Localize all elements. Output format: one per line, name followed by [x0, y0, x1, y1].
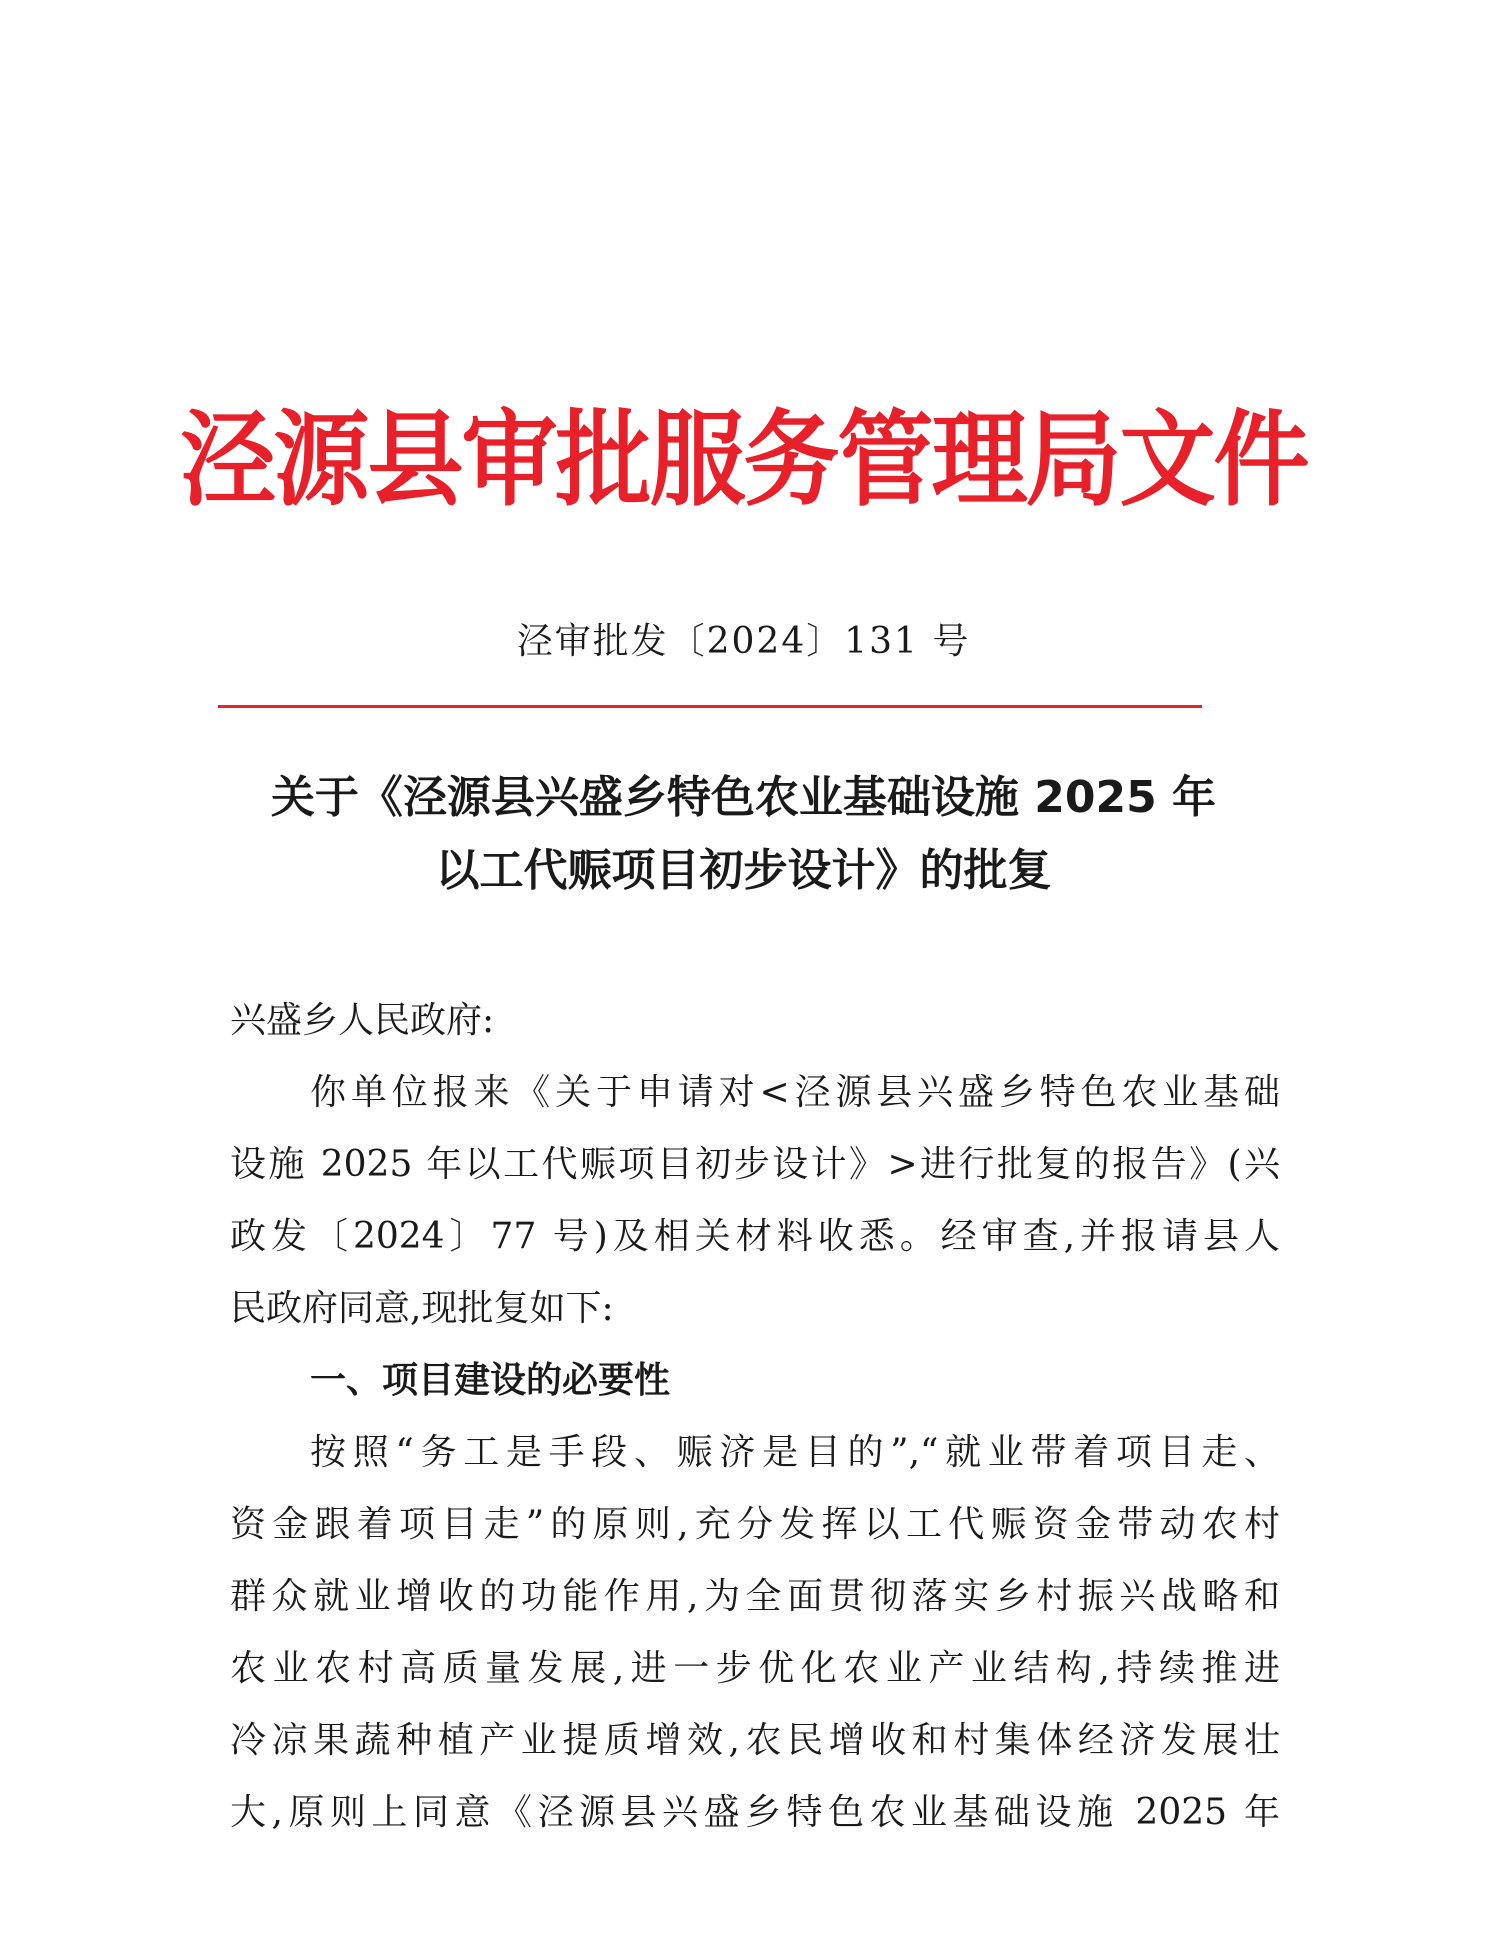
- paragraph-2-line: 冷凉果蔬种植产业提质增效,农民增收和村集体经济发展壮: [230, 1720, 1280, 1761]
- paragraph-2-line: 按照“务工是手段、赈济是目的”,“就业带着项目走、: [310, 1432, 1280, 1473]
- addressee: 兴盛乡人民政府:: [230, 1000, 495, 1041]
- paragraph-2-line: 农业农村高质量发展,进一步优化农业产业结构,持续推进: [230, 1648, 1280, 1689]
- document-number: 泾审批发〔2024〕131 号: [516, 621, 971, 662]
- paragraph-2-line: 群众就业增收的功能作用,为全面贯彻落实乡村振兴战略和: [230, 1576, 1280, 1617]
- red-divider-line: [218, 705, 1202, 708]
- paragraph-1-line: 你单位报来《关于申请对<泾源县兴盛乡特色农业基础: [310, 1072, 1280, 1113]
- document-title-line-2: 以工代赈项目初步设计》的批复: [435, 845, 1052, 896]
- paragraph-2-line: 资金跟着项目走”的原则,充分发挥以工代赈资金带动农村: [230, 1504, 1280, 1545]
- paragraph-1-line: 民政府同意,现批复如下:: [230, 1288, 614, 1329]
- document-masthead: 泾源县审批服务管理局文件: [179, 398, 1308, 521]
- document-title-line-1: 关于《泾源县兴盛乡特色农业基础设施 2025 年: [270, 772, 1217, 823]
- section-1-heading: 一、项目建设的必要性: [310, 1360, 671, 1401]
- paragraph-2-line: 大,原则上同意《泾源县兴盛乡特色农业基础设施 2025 年: [230, 1792, 1280, 1833]
- document-body: [230, 985, 1280, 1849]
- paragraph-1-line: 设施 2025 年以工代赈项目初步设计》>进行批复的报告》(兴: [230, 1144, 1280, 1185]
- paragraph-1-line: 政发〔2024〕77 号)及相关材料收悉。经审查,并报请县人: [230, 1216, 1280, 1257]
